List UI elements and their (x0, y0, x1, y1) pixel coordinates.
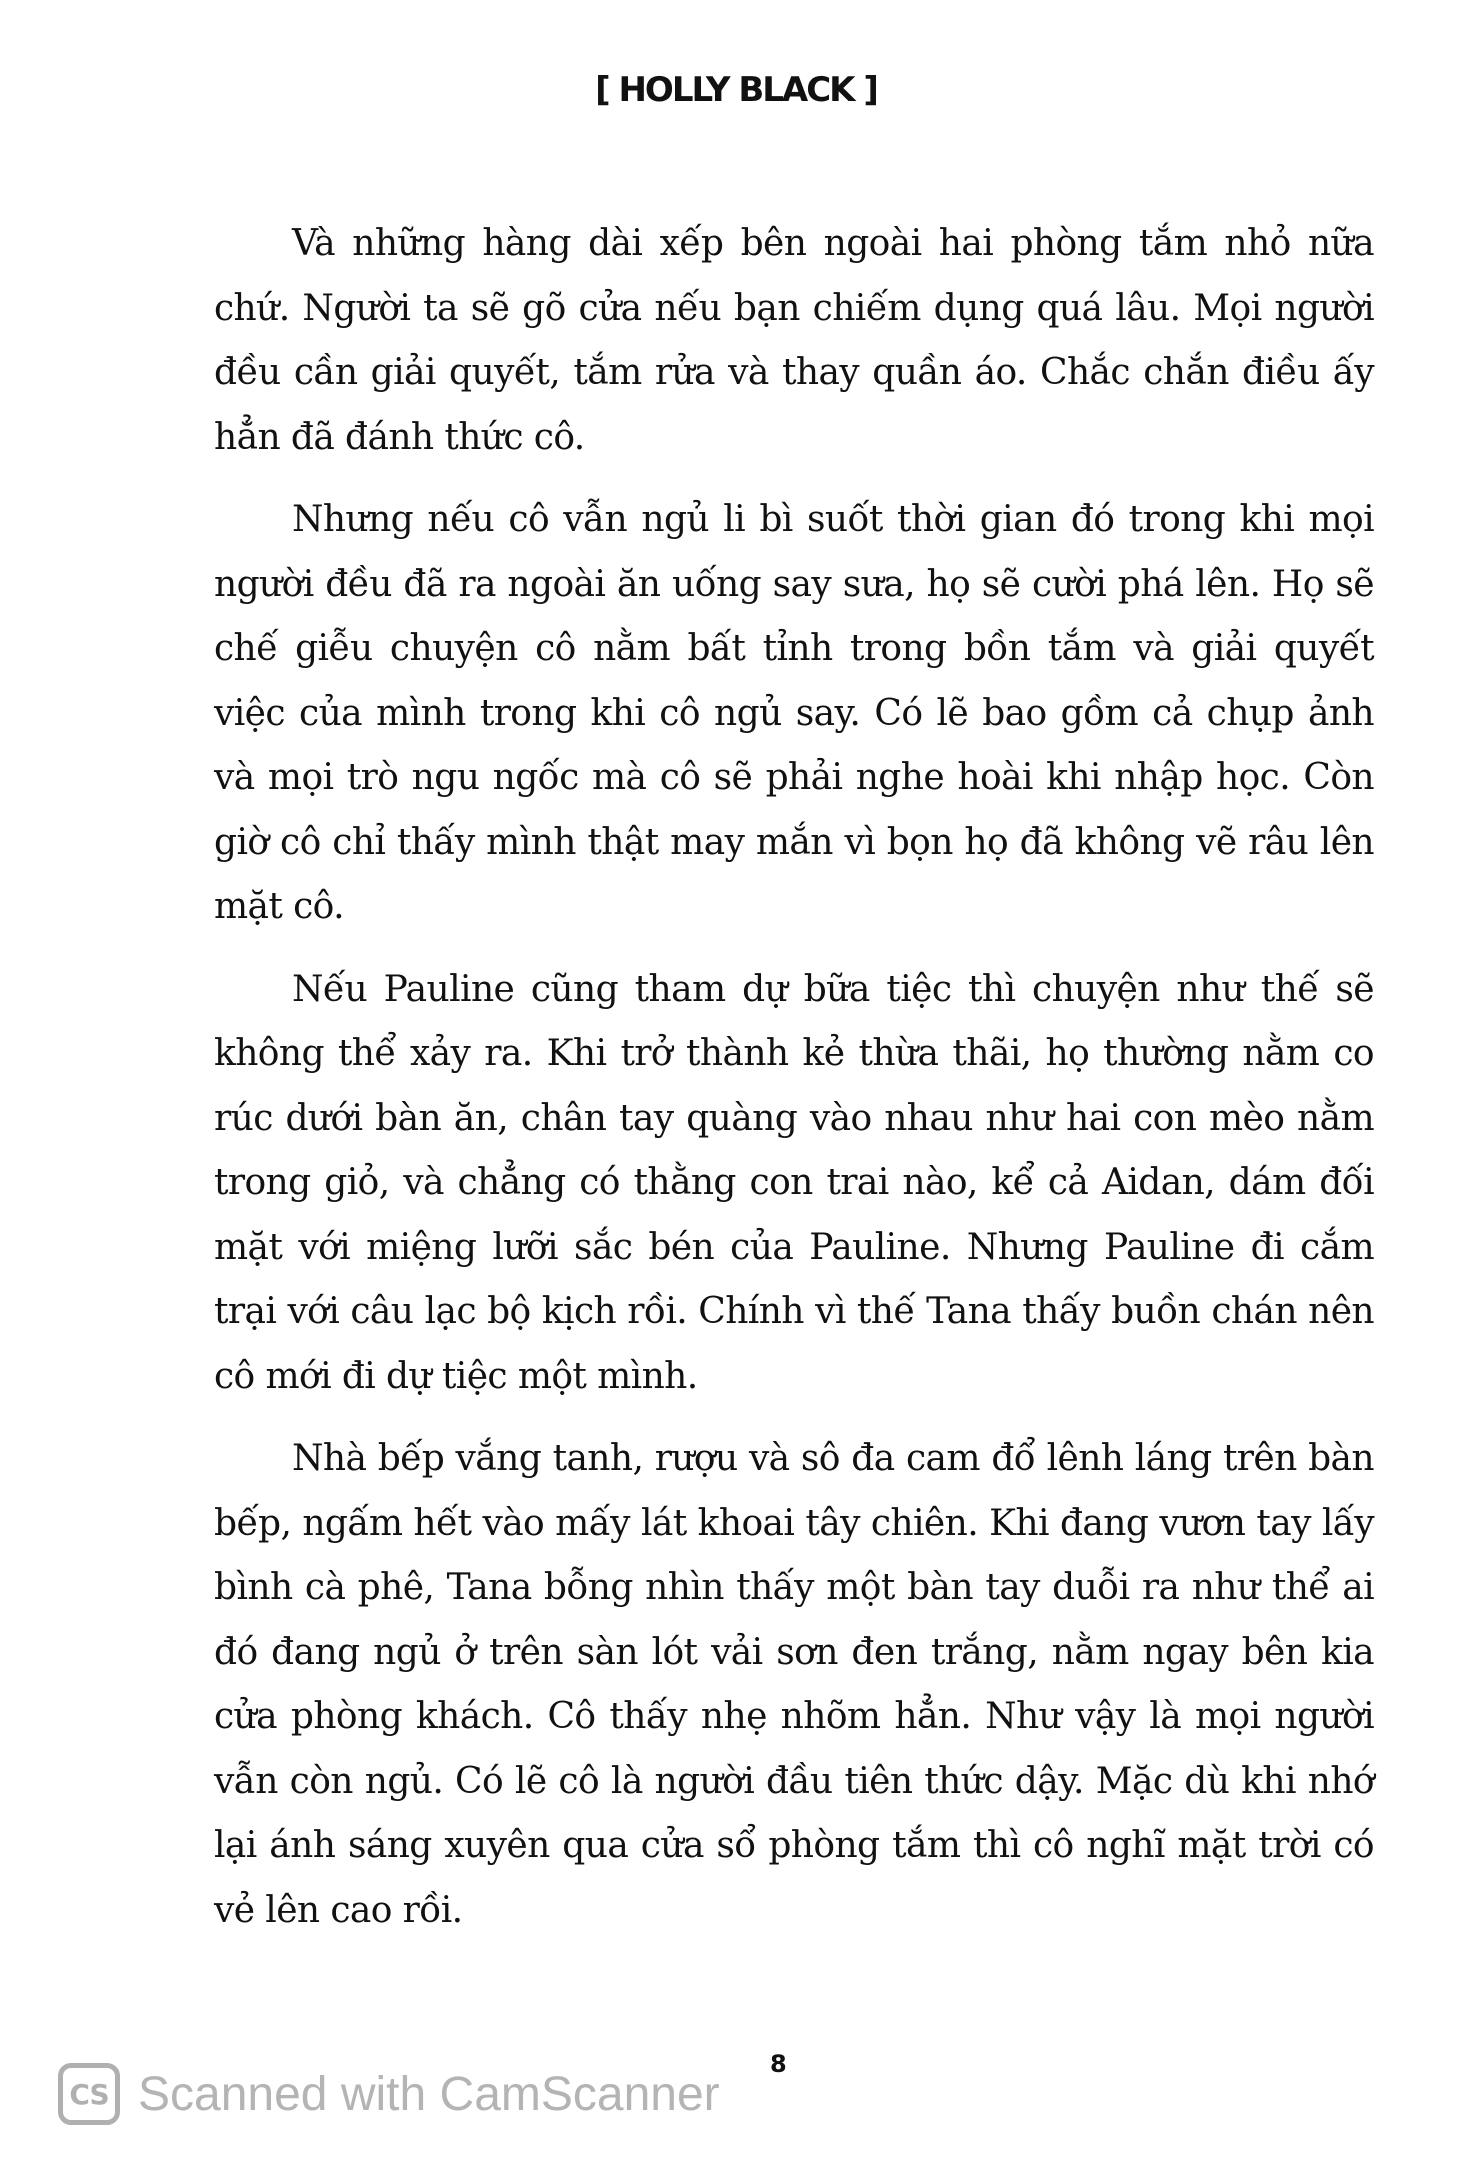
body-text (214, 212, 1374, 1961)
paragraph-1: Và những hàng dài xếp bên ngoài hai phòng tắm nhỏ nữa chứ. Người ta sẽ gõ cửa nếu bạn chiếm dụng quá lâu. Mọi người đều cần giải quyết, tắm rửa và thay quần áo. Chắc chắn điều ấy hẳn đã đánh thức cô. (214, 223, 1374, 458)
watermark-text: Scanned with CamScanner (138, 2067, 720, 2121)
running-header: [ HOLLY BLACK ] (595, 70, 877, 110)
page-number: 8 (770, 2050, 787, 2078)
camscanner-watermark (58, 2063, 720, 2125)
paragraph-3: Nếu Pauline cũng tham dự bữa tiệc thì chuyện như thế sẽ không thể xảy ra. Khi trở thành kẻ thừa thãi, họ thường nằm co rúc dưới bàn ăn, chân tay quàng vào nhau như hai con mèo nằm trong giỏ, và chẳng có thằng con trai nào, kể cả Aidan, dám đối mặt với miệng lưỡi sắc bén của Pauline. Nhưng Pauline đi cắm trại với câu lạc bộ kịch rồi. Chính vì thế Tana thấy buồn chán nên cô mới đi dự tiệc một mình. (214, 968, 1374, 1397)
paragraph-4: Nhà bếp vắng tanh, rượu và sô đa cam đổ lênh láng trên bàn bếp, ngấm hết vào mấy lát khoai tây chiên. Khi đang vươn tay lấy bình cà phê, Tana bỗng nhìn thấy một bàn tay duỗi ra như thể ai đó đang ngủ ở trên sàn lót vải sơn đen trắng, nằm ngay bên kia cửa phòng khách. Cô thấy nhẹ nhõm hẳn. Như vậy là mọi người vẫn còn ngủ. Có lẽ cô là người đầu tiên thức dậy. Mặc dù khi nhớ lại ánh sáng xuyên qua cửa sổ phòng tắm thì cô nghĩ mặt trời có vẻ lên cao rồi. (214, 1438, 1374, 1931)
camscanner-logo-icon: CS (58, 2063, 120, 2125)
paragraph-2: Nhưng nếu cô vẫn ngủ li bì suốt thời gian đó trong khi mọi người đều đã ra ngoài ăn uống say sưa, họ sẽ cười phá lên. Họ sẽ chế giễu chuyện cô nằm bất tỉnh trong bồn tắm và giải quyết việc của mình trong khi cô ngủ say. Có lẽ bao gồm cả chụp ảnh và mọi trò ngu ngốc mà cô sẽ phải nghe hoài khi nhập học. Còn giờ cô chỉ thấy mình thật may mắn vì bọn họ đã không vẽ râu lên mặt cô. (214, 499, 1374, 927)
